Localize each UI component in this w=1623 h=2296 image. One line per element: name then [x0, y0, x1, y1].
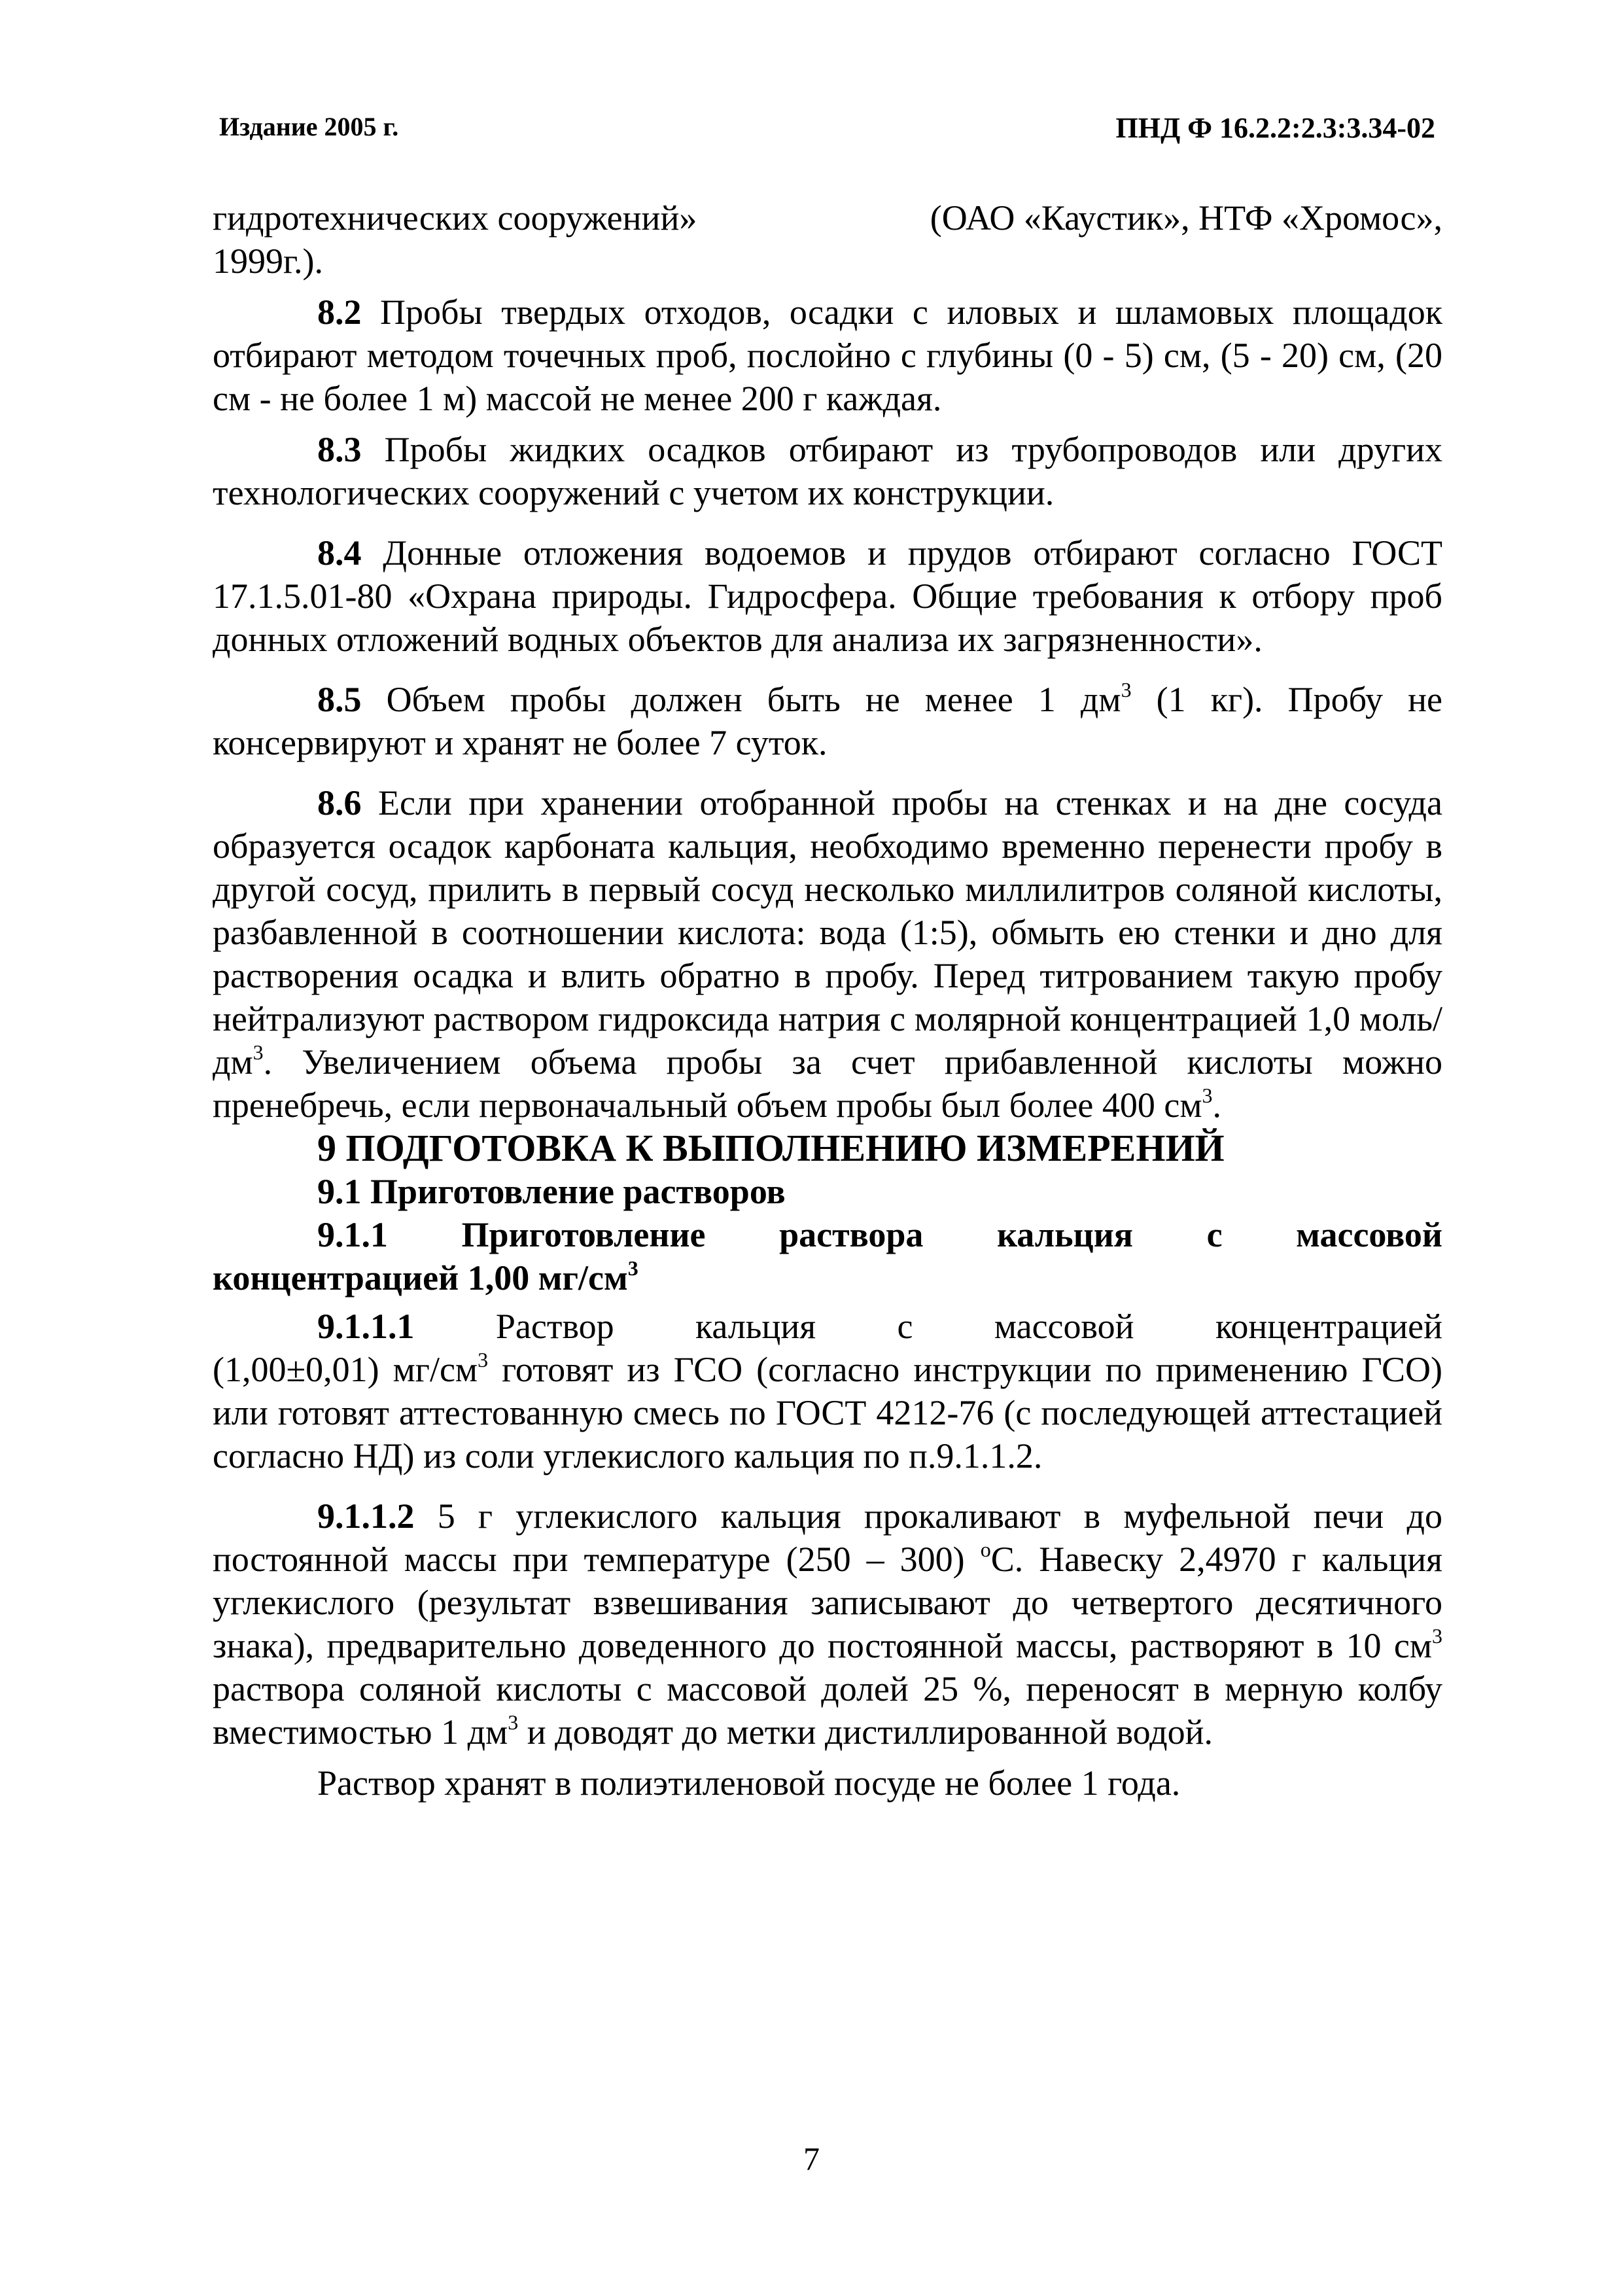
- section-heading-9: 9 ПОДГОТОВКА К ВЫПОЛНЕНИЮ ИЗМЕРЕНИЙ: [317, 1127, 1225, 1169]
- paragraph-9-1-1-2: 9.1.1.2 5 г углекислого кальция прокаливают в муфельной печи до постоянной массы при температуре (250 – 300) $^о$С. Навеску 2,4970 г кальция углекислого (результат взвешивания записывают до четвертого десятичного знака), предварительно доведенного до постоянной массы, растворяют в 10 $см^3$ раствора соляной кислоты с массовой долей 25 %, переносят в мерную колбу вместимостью 1 $дм^3$ и доводят до метки дистиллированной водой.: [213, 1496, 1442, 1752]
- clause-number: 8.5: [317, 680, 362, 719]
- clause-number: 8.4: [317, 533, 362, 573]
- paragraph-8-5: 8.5 Объем пробы должен быть не менее 1 $дм^3$ (1 кг). Пробу не консервируют и хранят не более 7 суток.: [213, 678, 1442, 762]
- paragraph-8-2: 8.2 Пробы твердых отходов, осадки с иловых и шламовых площадок отбирают методом точечных проб, послойно с глубины (0 - 5) см, (5 - 20) см, (20 см - не более 1 м) массой не менее 200 г каждая.: [213, 292, 1442, 418]
- subsection-heading-9-1-1-line2: концентрацией 1,00 $мг/см^3$: [213, 1256, 638, 1298]
- clause-number: 8.6: [317, 783, 362, 822]
- paragraph-8-6: 8.6 Если при хранении отобранной пробы на стенках и на дне сосуда образуется осадок карбоната кальция, необходимо временно перенести пробу в другой сосуд, прилить в первый сосуд несколько миллилитров соляной кислоты, разбавленной в соотношении кислота: вода (1:5), обмыть ею стенки и дно для растворения осадка и влить обратно в пробу. Перед титрованием такую пробу нейтрализуют раствором гидроксида натрия с молярной концентрацией 1,0 моль/$дм^3$. Увеличением объема пробы за счет прибавленной кислоты можно пренебречь, если первоначальный объем пробы был более 400 $см^3$.: [213, 783, 1442, 1125]
- page-number: 7: [803, 2140, 820, 2177]
- paragraph-8-3: 8.3 Пробы жидких осадков отбирают из трубопроводов или других технологических сооружений с учетом их конструкции.: [213, 430, 1442, 512]
- clause-number: 8.2: [317, 292, 362, 332]
- subsection-heading-9-1: 9.1 Приготовление растворов: [317, 1172, 786, 1211]
- paragraph-9-1-1-1: (1,00±0,01) $мг/см^3$ готовят из ГСО (согласно инструкции по применению ГСО) или готовят аттестованную смесь по ГОСТ 4212-76 (с последующей аттестацией согласно НД) из соли углекислого кальция по п.9.1.1.2.: [213, 1348, 1442, 1475]
- clause-number: 9.1.1.2: [317, 1496, 415, 1536]
- document-code: ПНД Ф 16.2.2:2.3:3.34-02: [1115, 112, 1435, 144]
- paragraph-9-1-1-1-first-line: 9.1.1.1 Раствор кальция с массовой концентрацией: [317, 1307, 1442, 1346]
- paragraph-storage: Раствор хранят в полиэтиленовой посуде не более 1 года.: [317, 1763, 1181, 1803]
- continuation-line: гидротехнических сооружений» (ОАО «Каустик», НТФ «Хромос»,: [213, 198, 1442, 238]
- edition-label: Издание 2005 г.: [219, 112, 399, 141]
- document-body: [213, 196, 1442, 1805]
- clause-number: 8.3: [317, 430, 362, 469]
- continuation-line-2: 1999г.).: [213, 241, 324, 281]
- subsection-heading-9-1-1: 9.1.1 Приготовление раствора кальция с массовой: [317, 1215, 1442, 1254]
- paragraph-8-4: 8.4 Донные отложения водоемов и прудов отбирают согласно ГОСТ 17.1.5.01-80 «Охрана природы. Гидросфера. Общие требования к отбору проб донных отложений водных объектов для анализа их загрязненности».: [213, 533, 1442, 659]
